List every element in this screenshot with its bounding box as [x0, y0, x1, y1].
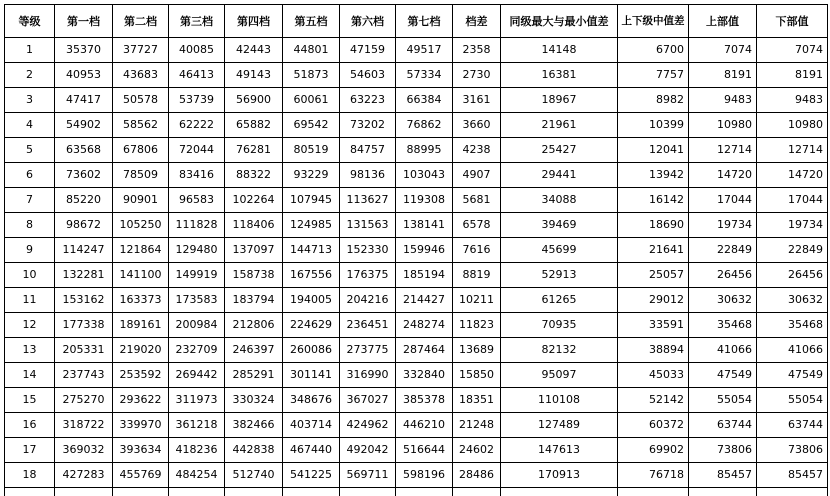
table-row: [5, 213, 828, 238]
table-cell: 418236: [169, 438, 225, 463]
table-cell: 5681: [453, 188, 501, 213]
table-cell: [169, 488, 225, 496]
table-row: [5, 388, 828, 413]
table-cell: 29012: [618, 288, 689, 313]
table-cell: 246397: [225, 338, 283, 363]
table-cell: 53739: [169, 88, 225, 113]
table-cell: 19734: [689, 213, 757, 238]
table-cell: 12: [5, 313, 55, 338]
table-cell: 63744: [757, 413, 828, 438]
table-cell: 1: [5, 38, 55, 63]
table-cell: [396, 488, 453, 496]
table-cell: 88322: [225, 163, 283, 188]
table-cell: 7616: [453, 238, 501, 263]
table-cell: 47549: [689, 363, 757, 388]
table-cell: 111828: [169, 213, 225, 238]
table-cell: 76281: [225, 138, 283, 163]
table-cell: 72044: [169, 138, 225, 163]
table-cell: 9483: [689, 88, 757, 113]
table-cell: 219020: [113, 338, 169, 363]
table-cell: 38894: [618, 338, 689, 363]
table-row: [5, 313, 828, 338]
table-cell: 484254: [169, 463, 225, 488]
header-tier-1: 第一档: [55, 5, 113, 38]
table-cell: 55054: [757, 388, 828, 413]
table-cell: [689, 488, 757, 496]
table-cell: 137097: [225, 238, 283, 263]
table-cell: 598196: [396, 463, 453, 488]
table-cell: 153162: [55, 288, 113, 313]
table-cell: 76718: [618, 463, 689, 488]
table-cell: 35468: [757, 313, 828, 338]
table-cell: 17: [5, 438, 55, 463]
table-cell: 63223: [340, 88, 396, 113]
table-cell: 10211: [453, 288, 501, 313]
table-cell: 67806: [113, 138, 169, 163]
table-cell: 382466: [225, 413, 283, 438]
header-midpoint-diff: 上下级中值差: [618, 5, 689, 38]
table-row: [5, 113, 828, 138]
table-cell: 98136: [340, 163, 396, 188]
header-lower-value: 下部值: [757, 5, 828, 38]
table-cell: 85457: [689, 463, 757, 488]
table-cell: 24602: [453, 438, 501, 463]
table-cell: 47549: [757, 363, 828, 388]
table-cell: 34088: [501, 188, 618, 213]
table-cell: 43683: [113, 63, 169, 88]
table-cell: 237743: [55, 363, 113, 388]
table-cell: 442838: [225, 438, 283, 463]
table-cell: 121864: [113, 238, 169, 263]
table-cell: 69542: [283, 113, 340, 138]
table-cell: 4238: [453, 138, 501, 163]
table-cell: 204216: [340, 288, 396, 313]
table-cell: 69902: [618, 438, 689, 463]
table-cell: 512740: [225, 463, 283, 488]
table-cell: 118406: [225, 213, 283, 238]
table-cell: 90901: [113, 188, 169, 213]
table-cell: 236451: [340, 313, 396, 338]
table-cell: 44801: [283, 38, 340, 63]
table-row: [5, 338, 828, 363]
table-cell: 10980: [689, 113, 757, 138]
table-cell: 275270: [55, 388, 113, 413]
table-cell: 21641: [618, 238, 689, 263]
table-cell: 18967: [501, 88, 618, 113]
table-cell: 569711: [340, 463, 396, 488]
table-cell: [501, 488, 618, 496]
table-cell: 16142: [618, 188, 689, 213]
table-row: [5, 63, 828, 88]
table-cell: 96583: [169, 188, 225, 213]
table-row: [5, 263, 828, 288]
table-cell: 30632: [689, 288, 757, 313]
table-cell: 6700: [618, 38, 689, 63]
table-cell: [113, 488, 169, 496]
table-cell: 41066: [689, 338, 757, 363]
table-cell: 113627: [340, 188, 396, 213]
table-cell: 12714: [689, 138, 757, 163]
table-cell: 62222: [169, 113, 225, 138]
table-cell: 19734: [757, 213, 828, 238]
table-cell: 446210: [396, 413, 453, 438]
table-cell: 455769: [113, 463, 169, 488]
table-cell: 273775: [340, 338, 396, 363]
table-cell: 57334: [396, 63, 453, 88]
table-cell: 16381: [501, 63, 618, 88]
table-cell: [55, 488, 113, 496]
table-cell: 2730: [453, 63, 501, 88]
table-cell: 318722: [55, 413, 113, 438]
table-cell: 78509: [113, 163, 169, 188]
table-cell: 467440: [283, 438, 340, 463]
table-cell: 14148: [501, 38, 618, 63]
table-cell: 385378: [396, 388, 453, 413]
table-cell: 52913: [501, 263, 618, 288]
table-cell: 7074: [757, 38, 828, 63]
table-cell: 232709: [169, 338, 225, 363]
table-cell: 37727: [113, 38, 169, 63]
table-cell: 9483: [757, 88, 828, 113]
table-cell: 35468: [689, 313, 757, 338]
header-tier-6: 第六档: [340, 5, 396, 38]
table-cell: 26456: [689, 263, 757, 288]
table-body: [5, 38, 828, 496]
table-cell: 492042: [340, 438, 396, 463]
table-cell: 73806: [689, 438, 757, 463]
table-cell: 13942: [618, 163, 689, 188]
table-cell: 285291: [225, 363, 283, 388]
table-cell: 3161: [453, 88, 501, 113]
table-cell: 293622: [113, 388, 169, 413]
table-cell: 110108: [501, 388, 618, 413]
table-row: [5, 288, 828, 313]
table-cell: 176375: [340, 263, 396, 288]
table-cell: 269442: [169, 363, 225, 388]
table-cell: 13: [5, 338, 55, 363]
table-cell: 3: [5, 88, 55, 113]
table-cell: 80519: [283, 138, 340, 163]
table-row: [5, 38, 828, 63]
table-cell: 105250: [113, 213, 169, 238]
table-cell: 107945: [283, 188, 340, 213]
table-cell: 6578: [453, 213, 501, 238]
table-cell: 85220: [55, 188, 113, 213]
table-cell: 129480: [169, 238, 225, 263]
header-tier-4: 第四档: [225, 5, 283, 38]
table-cell: 10: [5, 263, 55, 288]
table-cell: 73806: [757, 438, 828, 463]
table-cell: 12041: [618, 138, 689, 163]
table-cell: 42443: [225, 38, 283, 63]
table-cell: 8: [5, 213, 55, 238]
table-cell: 177338: [55, 313, 113, 338]
table-row: [5, 438, 828, 463]
table-cell: 138141: [396, 213, 453, 238]
table-cell: 332840: [396, 363, 453, 388]
table-cell: [283, 488, 340, 496]
table-cell: 185194: [396, 263, 453, 288]
table-cell: 21961: [501, 113, 618, 138]
table-cell: 158738: [225, 263, 283, 288]
table-cell: 311973: [169, 388, 225, 413]
table-cell: 114247: [55, 238, 113, 263]
table-cell: 131563: [340, 213, 396, 238]
table-cell: 8819: [453, 263, 501, 288]
table-cell: 22849: [689, 238, 757, 263]
table-cell: 33591: [618, 313, 689, 338]
table-cell: 14720: [689, 163, 757, 188]
table-cell: 50578: [113, 88, 169, 113]
table-cell: 18690: [618, 213, 689, 238]
table-cell: 4907: [453, 163, 501, 188]
table-row: [5, 463, 828, 488]
table-cell: 73202: [340, 113, 396, 138]
table-cell: 260086: [283, 338, 340, 363]
table-cell: 70935: [501, 313, 618, 338]
table-cell: 11: [5, 288, 55, 313]
table-cell: 30632: [757, 288, 828, 313]
table-cell: [618, 488, 689, 496]
table-cell: 393634: [113, 438, 169, 463]
table-cell: 253592: [113, 363, 169, 388]
table-row: [5, 138, 828, 163]
table-cell: 45033: [618, 363, 689, 388]
table-cell: 8191: [689, 63, 757, 88]
table-cell: 54902: [55, 113, 113, 138]
table-cell: 55054: [689, 388, 757, 413]
table-cell: 127489: [501, 413, 618, 438]
table-cell: 40085: [169, 38, 225, 63]
table-cell: 6: [5, 163, 55, 188]
table-cell: 348676: [283, 388, 340, 413]
table-cell: 200984: [169, 313, 225, 338]
table-cell: 40953: [55, 63, 113, 88]
header-tier-step: 档差: [453, 5, 501, 38]
table-cell: 205331: [55, 338, 113, 363]
table-cell: 3660: [453, 113, 501, 138]
table-cell: 35370: [55, 38, 113, 63]
table-cell: 403714: [283, 413, 340, 438]
table-cell: 194005: [283, 288, 340, 313]
table-cell: 541225: [283, 463, 340, 488]
table-cell: 361218: [169, 413, 225, 438]
header-upper-value: 上部值: [689, 5, 757, 38]
table-cell: 224629: [283, 313, 340, 338]
table-cell: 16: [5, 413, 55, 438]
table-cell: 159946: [396, 238, 453, 263]
table-cell: 167556: [283, 263, 340, 288]
table-cell: 63744: [689, 413, 757, 438]
table-cell: 183794: [225, 288, 283, 313]
table-cell: 76862: [396, 113, 453, 138]
table-cell: 9: [5, 238, 55, 263]
table-cell: 29441: [501, 163, 618, 188]
table-cell: 85457: [757, 463, 828, 488]
table-cell: 2358: [453, 38, 501, 63]
table-cell: 189161: [113, 313, 169, 338]
table-row: [5, 163, 828, 188]
table-cell: 369032: [55, 438, 113, 463]
table-cell: 47417: [55, 88, 113, 113]
table-cell: 84757: [340, 138, 396, 163]
table-cell: 163373: [113, 288, 169, 313]
table-cell: 330324: [225, 388, 283, 413]
table-cell: 17044: [757, 188, 828, 213]
table-cell: 4: [5, 113, 55, 138]
table-cell: 58562: [113, 113, 169, 138]
table-cell: 301141: [283, 363, 340, 388]
table-cell: 10980: [757, 113, 828, 138]
table-row: [5, 413, 828, 438]
table-cell: 25057: [618, 263, 689, 288]
table-row: [5, 363, 828, 388]
table-cell: 83416: [169, 163, 225, 188]
table-cell: 61265: [501, 288, 618, 313]
table-row-partial: [5, 488, 828, 496]
table-cell: 119308: [396, 188, 453, 213]
table-cell: [453, 488, 501, 496]
table-cell: 95097: [501, 363, 618, 388]
table-cell: 147613: [501, 438, 618, 463]
table-cell: 14720: [757, 163, 828, 188]
table-cell: 25427: [501, 138, 618, 163]
table-row: [5, 188, 828, 213]
table-cell: 124985: [283, 213, 340, 238]
table-cell: 7757: [618, 63, 689, 88]
table-cell: 52142: [618, 388, 689, 413]
table-cell: 173583: [169, 288, 225, 313]
table-cell: 10399: [618, 113, 689, 138]
table-cell: 73602: [55, 163, 113, 188]
table-cell: [5, 488, 55, 496]
table-cell: 132281: [55, 263, 113, 288]
header-row: [5, 5, 828, 38]
table-cell: 15: [5, 388, 55, 413]
table-cell: 8982: [618, 88, 689, 113]
table-cell: 13689: [453, 338, 501, 363]
table-cell: 212806: [225, 313, 283, 338]
table-cell: 14: [5, 363, 55, 388]
table-cell: 214427: [396, 288, 453, 313]
table-cell: 18: [5, 463, 55, 488]
salary-grade-table: [4, 4, 828, 496]
table-cell: 15850: [453, 363, 501, 388]
table-cell: 26456: [757, 263, 828, 288]
table-cell: 103043: [396, 163, 453, 188]
header-tier-2: 第二档: [113, 5, 169, 38]
table-cell: 516644: [396, 438, 453, 463]
table-cell: 5: [5, 138, 55, 163]
table-cell: 170913: [501, 463, 618, 488]
table-cell: 82132: [501, 338, 618, 363]
table-cell: 8191: [757, 63, 828, 88]
table-cell: 28486: [453, 463, 501, 488]
table-cell: 152330: [340, 238, 396, 263]
table-cell: 427283: [55, 463, 113, 488]
table-row: [5, 238, 828, 263]
table-cell: 56900: [225, 88, 283, 113]
table-cell: 21248: [453, 413, 501, 438]
table-cell: 367027: [340, 388, 396, 413]
table-cell: 49517: [396, 38, 453, 63]
table-cell: 65882: [225, 113, 283, 138]
table-cell: 316990: [340, 363, 396, 388]
table-cell: 102264: [225, 188, 283, 213]
table-cell: 287464: [396, 338, 453, 363]
table-cell: 51873: [283, 63, 340, 88]
table-cell: 93229: [283, 163, 340, 188]
table-cell: 46413: [169, 63, 225, 88]
table-cell: 98672: [55, 213, 113, 238]
table-cell: 144713: [283, 238, 340, 263]
table-cell: 39469: [501, 213, 618, 238]
header-tier-5: 第五档: [283, 5, 340, 38]
table-cell: 49143: [225, 63, 283, 88]
table-cell: 45699: [501, 238, 618, 263]
table-cell: 60061: [283, 88, 340, 113]
table-cell: 2: [5, 63, 55, 88]
table-cell: 424962: [340, 413, 396, 438]
table-cell: 88995: [396, 138, 453, 163]
table-cell: 18351: [453, 388, 501, 413]
table-cell: 7: [5, 188, 55, 213]
table-cell: 60372: [618, 413, 689, 438]
table-cell: 248274: [396, 313, 453, 338]
header-range: 同级最大与最小值差: [501, 5, 618, 38]
table-cell: 17044: [689, 188, 757, 213]
table-cell: [225, 488, 283, 496]
table-cell: [340, 488, 396, 496]
header-tier-3: 第三档: [169, 5, 225, 38]
table-cell: [757, 488, 828, 496]
table-cell: 41066: [757, 338, 828, 363]
table-cell: 7074: [689, 38, 757, 63]
table-cell: 22849: [757, 238, 828, 263]
table-cell: 141100: [113, 263, 169, 288]
table-cell: 12714: [757, 138, 828, 163]
table-cell: 47159: [340, 38, 396, 63]
table-cell: 54603: [340, 63, 396, 88]
table-cell: 339970: [113, 413, 169, 438]
table-cell: 11823: [453, 313, 501, 338]
table-row: [5, 88, 828, 113]
table-cell: 149919: [169, 263, 225, 288]
header-tier-7: 第七档: [396, 5, 453, 38]
table-cell: 63568: [55, 138, 113, 163]
header-grade: 等级: [5, 5, 55, 38]
table-cell: 66384: [396, 88, 453, 113]
